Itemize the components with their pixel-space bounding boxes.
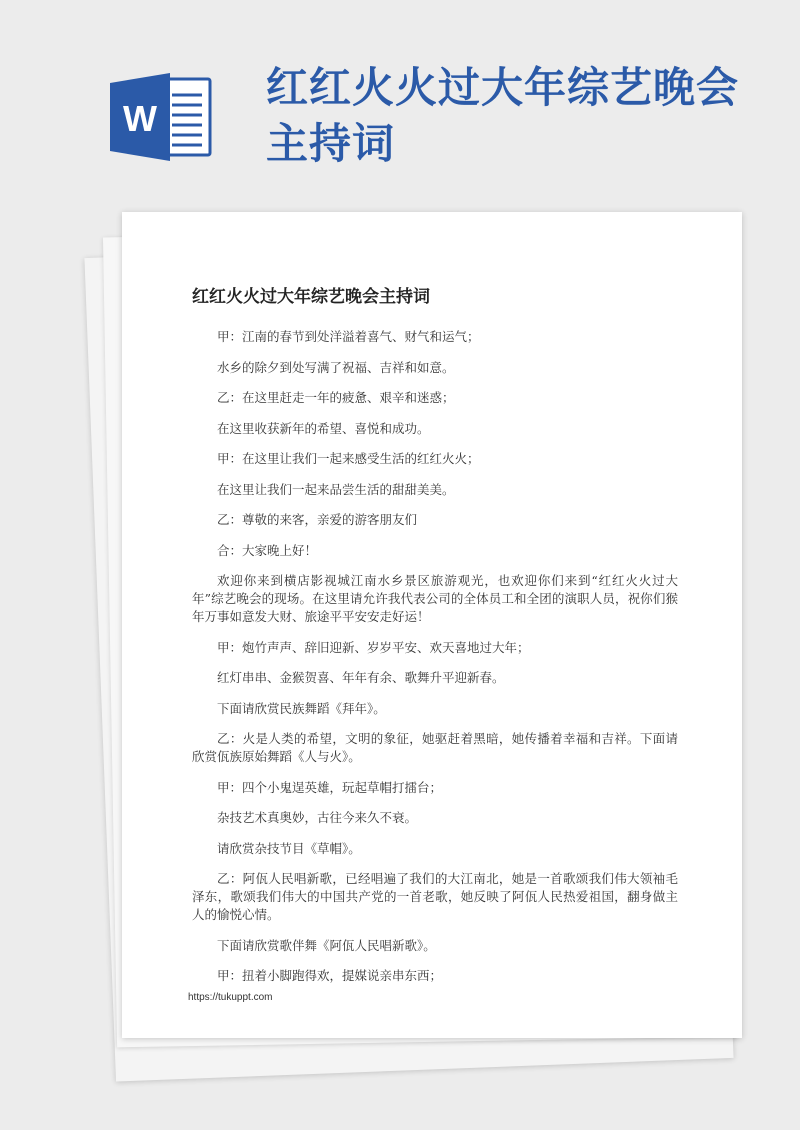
paragraph: 乙：阿佤人民唱新歌，已经唱遍了我们的大江南北，她是一首歌颂我们伟大领袖毛泽东，歌颂我们伟大的中国共产党的一首老歌，她反映了阿佤人民热爱祖国，翻身做主人的愉悦心情。	[192, 871, 678, 922]
paragraph: 甲：扭着小脚跑得欢，提媒说亲串东西；	[217, 968, 443, 983]
paragraph: 甲：在这里让我们一起来感受生活的红红火火；	[217, 451, 480, 466]
paragraph: 在这里收获新年的希望、喜悦和成功。	[217, 420, 430, 436]
paragraph: 甲：江南的春节到处洋溢着喜气、财气和运气；	[217, 329, 480, 344]
paragraph: 下面请欣赏民族舞蹈《拜年》。	[217, 700, 386, 716]
paragraph: 欢迎你来到横店影视城江南水乡景区旅游观光，也欢迎你们来到“红红火火过大年”综艺晚会的现场。在这里请允许我代表公司的全体员工和全团的演职人员，祝你们猴年万事如意发大财、旅途平平安安走好运！	[192, 573, 678, 624]
paragraph: 乙：火是人类的希望，文明的象征，她驱赶着黑暗，她传播着幸福和吉祥。下面请欣赏佤族原始舞蹈《人与火》。	[192, 731, 678, 764]
paragraph: 乙：尊敬的来客，亲爱的游客朋友们	[217, 512, 418, 527]
paragraph: 甲：炮竹声声、辞旧迎新、岁岁平安、欢天喜地过大年；	[217, 639, 530, 655]
paragraph: 水乡的除夕到处写满了祝福、吉祥和如意。	[217, 359, 455, 375]
svg-text:W: W	[123, 98, 157, 139]
paragraph: 杂技艺术真奥妙，古往今来久不衰。	[217, 810, 418, 825]
document-title: 红红火火过大年综艺晚会主持词	[192, 287, 430, 307]
paragraph: 请欣赏杂技节目《草帽》。	[217, 840, 361, 856]
document-page	[122, 212, 742, 1038]
document-body	[192, 328, 678, 998]
banner-title: 红红火火过大年综艺晚会主持词	[266, 63, 740, 168]
paragraph: 下面请欣赏歌伴舞《阿佤人民唱新歌》。	[217, 937, 436, 953]
paragraph: 红灯串串、金猴贺喜、年年有余、歌舞升平迎新春。	[217, 670, 505, 685]
paragraph: 甲：四个小鬼逞英雄，玩起草帽打擂台；	[217, 779, 443, 795]
word-document-icon	[110, 73, 214, 161]
paragraph: 在这里让我们一起来品尝生活的甜甜美美。	[217, 481, 455, 497]
footer-url[interactable]: https://tukuppt.com	[188, 992, 273, 1003]
paragraph: 乙：在这里赶走一年的疲惫、艰辛和迷惑；	[217, 390, 455, 405]
paragraph: 合：大家晚上好！	[217, 542, 318, 558]
